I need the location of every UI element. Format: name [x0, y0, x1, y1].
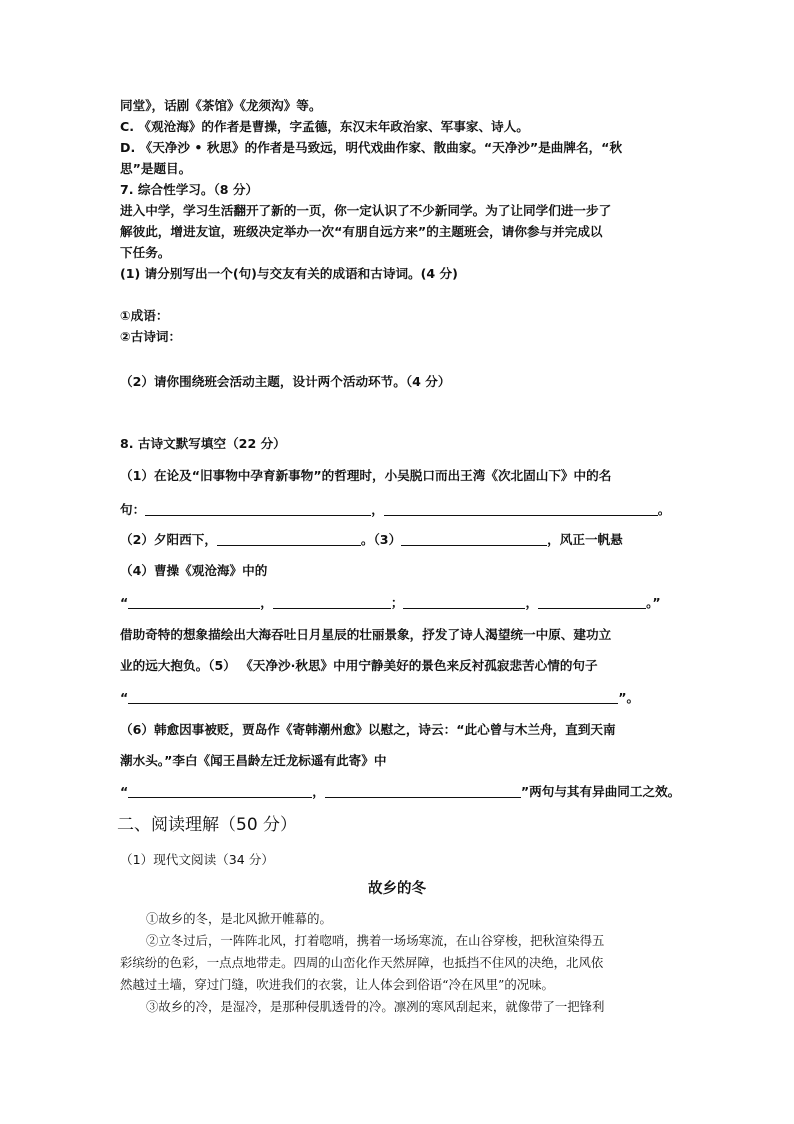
q7-intro-line2: 解彼此，增进友谊，班级决定举办一次“有朋自远方来”的主题班会，请你参与并完成以: [120, 224, 603, 239]
open-quote: “: [120, 595, 129, 610]
q7-intro-line1: 进入中学，学习生活翻开了新的一页，你一定认识了不少新同学。为了让同学们进一步了: [120, 203, 612, 218]
section-2-subheading: （1）现代文阅读（34 分）: [120, 852, 274, 867]
q8-part3-suffix: ，风正一帆悬: [547, 532, 623, 547]
close-quote: ”。: [618, 690, 640, 705]
q6-option-c: C. 《观沧海》的作者是曹操，字孟德，东汉末年政治家、军事家、诗人。: [120, 119, 529, 134]
q8-part4-line4: 业的远大抱负。（5） 《天净沙·秋思》中用宁静美好的景色来反衬孤寂悲苦心情的句子: [120, 658, 598, 673]
q7-poem-label: ②古诗词：: [120, 329, 182, 344]
blank-6-1[interactable]: [128, 785, 312, 798]
q8-part1-line2: [120, 501, 670, 519]
section-2-heading: 二、阅读理解（50 分）: [117, 815, 298, 835]
comma: ，: [260, 595, 273, 610]
blank-1-1[interactable]: [145, 503, 371, 516]
q8-part6-line2: 潮水头。”李白《闻王昌龄左迁龙标遥有此寄》中: [120, 753, 387, 768]
semicolon: ；: [390, 595, 404, 610]
q8-part6-blanks: [120, 783, 680, 801]
q6-continuation: 同堂》，话剧《茶馆》《龙须沟》等。: [120, 98, 322, 113]
blank-4-3[interactable]: [403, 596, 525, 609]
period: 。: [657, 502, 671, 517]
article-para2-line3: 然越过土墙，穿过门缝，吹进我们的衣裳，让人体会到俗语“冷在风里”的况味。: [120, 977, 554, 992]
period: 。: [360, 532, 374, 547]
article-para3-line1: ③故乡的冷，是湿冷，是那种侵肌透骨的冷。凛冽的寒风刮起来，就像带了一把锋利: [146, 999, 605, 1014]
close-quote: 。”: [646, 595, 661, 610]
open-quote: “: [120, 690, 129, 705]
blank-4-4[interactable]: [538, 596, 646, 609]
q8-part4-line3: 借助奇特的想象描绘出大海吞吐日月星辰的壮丽景象，抒发了诗人渴望统一中原、建功立: [120, 627, 612, 642]
article-para2-line2: 彩缤纷的色彩，一点点地带走。四周的山峦化作天然屏障，也抵挡不住风的决绝，北风依: [120, 955, 604, 970]
q8-part3-label: （3）: [373, 532, 402, 547]
blank-5[interactable]: [128, 691, 618, 704]
comma: ，: [525, 595, 539, 610]
blank-2[interactable]: [217, 533, 361, 546]
comma: ，: [371, 502, 384, 517]
q7-sub1: (1) 请分别写出一个(句)与交友有关的成语和古诗词。(4 分): [120, 266, 458, 281]
q8-part6-line1: （6）韩愈因事被贬，贾岛作《寄韩潮州愈》以慰之，诗云：“此心曾与木兰舟，直到天南: [120, 722, 616, 737]
q8-part1-line1: （1）在论及“旧事物中孕育新事物”的哲理时，小吴脱口而出王湾《次北固山下》中的名: [120, 468, 612, 483]
article-para2-line1: ②立冬过后，一阵阵北风，打着唿哨，携着一场场寒流，在山谷穿梭，把秋渲染得五: [146, 933, 605, 948]
q8-part1-prefix: 句：: [120, 502, 146, 517]
blank-6-2[interactable]: [325, 785, 521, 798]
open-quote: “: [120, 784, 129, 799]
q8-heading: 8. 古诗文默写填空（22 分）: [120, 436, 286, 451]
q7-heading: 7. 综合性学习。（8 分）: [120, 182, 259, 197]
q8-part2-3: [120, 531, 623, 549]
article-title: 故乡的冬: [368, 880, 426, 897]
blank-1-2[interactable]: [384, 503, 658, 516]
q7-sub2: （2）请你围绕班会活动主题，设计两个活动环节。（4 分）: [120, 374, 451, 389]
article-para1: ①故乡的冬，是北风掀开帷幕的。: [146, 911, 332, 926]
blank-3[interactable]: [401, 533, 547, 546]
q8-part2-prefix: （2）夕阳西下，: [120, 532, 217, 547]
comma: ，: [312, 784, 325, 799]
blank-4-1[interactable]: [128, 596, 260, 609]
q8-part4-line1: （4）曹操《观沧海》中的: [120, 563, 268, 578]
q8-part5-blank-line: [120, 689, 639, 707]
q7-intro-line3: 下任务。: [120, 245, 171, 260]
q8-part6-suffix: ”两句与其有异曲同工之效。: [520, 784, 681, 799]
q6-option-d-line1: D. 《天净沙 • 秋思》的作者是马致远，明代戏曲作家、散曲家。“天净沙”是曲牌名，“秋: [120, 140, 623, 155]
q6-option-d-line2: 思”是题目。: [120, 161, 192, 176]
blank-4-2[interactable]: [273, 596, 391, 609]
q7-idiom-label: ①成语：: [120, 308, 169, 323]
q8-part4-blanks: [120, 594, 661, 612]
